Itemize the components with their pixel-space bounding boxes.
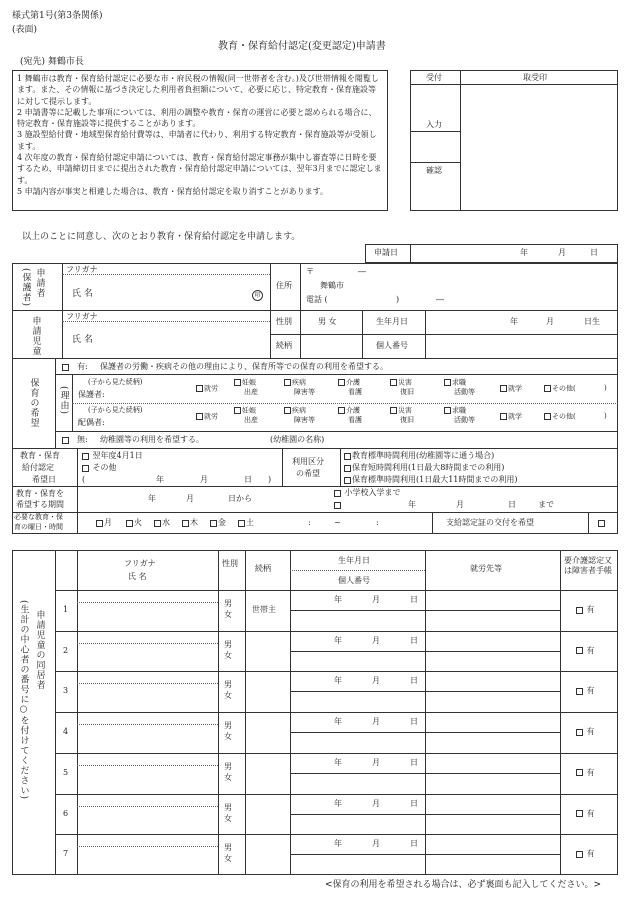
- period-from: 日から: [228, 494, 252, 503]
- h-relation-label: 続柄: [255, 564, 271, 573]
- form-side: (表面): [12, 25, 38, 35]
- certificate-label: 支給認定証の交付を希望: [446, 518, 534, 527]
- start-paren-open: (: [82, 475, 86, 484]
- opt-disaster-checkbox[interactable]: 災害: [390, 407, 412, 415]
- child-id-label: 個人番号: [376, 341, 408, 350]
- h-dob-label: 生年月日: [338, 556, 370, 565]
- period-end-month: 月: [456, 500, 464, 509]
- usage-label1: 利用区分: [292, 457, 324, 466]
- table-row-number: 3: [63, 686, 69, 696]
- start-label2: 給付認定: [22, 463, 54, 472]
- input-label: 入力: [426, 120, 442, 129]
- table-row-dob-month: 月: [372, 635, 380, 645]
- opt-other-close: ): [604, 412, 607, 420]
- apply-date-day: 日: [590, 248, 598, 257]
- day-thu-checkbox[interactable]: 木: [182, 519, 198, 527]
- opt-care-label2: 看護: [348, 388, 362, 396]
- table-row-care-checkbox[interactable]: 有: [576, 647, 595, 655]
- h-care-label: 要介護認定又は障害者手帳: [564, 556, 612, 575]
- start-year: 年: [156, 475, 164, 484]
- hope-no-checkbox[interactable]: [62, 436, 70, 444]
- addressee: (宛先) 舞鶴市長: [20, 57, 84, 67]
- opt-disaster-label2: 復旧: [400, 416, 414, 424]
- table-row-care-checkbox[interactable]: 有: [576, 728, 595, 736]
- opt-job-label2: 活動等: [454, 388, 475, 396]
- opt-job-checkbox[interactable]: 求職: [444, 379, 466, 387]
- address-label: 住所: [276, 281, 292, 290]
- start-label1: 教育・保育: [20, 451, 60, 460]
- table-row-dob-day: 日: [410, 717, 418, 727]
- opt-other-checkbox[interactable]: その他(: [544, 385, 576, 393]
- table-row-dob-month: 月: [372, 595, 380, 604]
- table-row-dob-year: 年: [334, 676, 342, 686]
- table-row-sex[interactable]: 男女: [224, 802, 232, 823]
- child-sex-options[interactable]: 男 女: [318, 317, 337, 326]
- form-number: 様式第1号(第3条関係): [12, 11, 103, 21]
- opt-job-label2: 活動等: [454, 416, 475, 424]
- child-sex-label: 性別: [276, 317, 292, 326]
- h-name-label: 氏 名: [128, 572, 147, 581]
- opt-study-checkbox[interactable]: 就学: [500, 385, 522, 393]
- opt-work-checkbox[interactable]: 就労: [196, 413, 218, 421]
- table-row-dob-year: 年: [334, 635, 342, 645]
- apply-date-year: 年: [520, 248, 528, 257]
- table-row-dob-month: 月: [372, 717, 380, 727]
- reception-box: [410, 70, 618, 211]
- guardian-relation-note: (子から見た続柄): [88, 378, 143, 386]
- table-row-number: 6: [63, 808, 69, 818]
- start-month: 月: [200, 475, 208, 484]
- table-row-care-checkbox[interactable]: 有: [576, 810, 595, 818]
- day-tue-checkbox[interactable]: 火: [126, 519, 142, 527]
- table-row-dob-day: 日: [410, 798, 418, 808]
- period-end-checkbox[interactable]: [334, 501, 342, 509]
- period-year: 年: [148, 494, 156, 503]
- table-row-dob-year: 年: [334, 717, 342, 727]
- table-row-dob-year: 年: [334, 839, 342, 849]
- time-colon-end: :: [376, 518, 379, 527]
- table-row-dob-day: 日: [410, 635, 418, 645]
- table-row-dob-year: 年: [334, 798, 342, 808]
- h-sex-label: 性別: [222, 559, 238, 568]
- hope-yes-text: 保護者の労働・疾病その他の理由により、保育所等での保育の利用を希望する。: [100, 362, 388, 371]
- table-row-sex[interactable]: 男女: [224, 680, 232, 701]
- time-tilde: ~: [334, 518, 341, 527]
- household-side-label: 申請児童の同居者: [34, 610, 45, 690]
- hope-no-label: 無:: [77, 435, 88, 444]
- usage-label2: の希望: [296, 469, 320, 478]
- child-name-label: 氏 名: [72, 335, 93, 345]
- period-end-year: 年: [408, 500, 416, 509]
- phone-dash: ―: [436, 295, 444, 304]
- postal-dash: ―: [358, 267, 366, 276]
- table-row-sex[interactable]: 男女: [224, 843, 232, 864]
- opt-work-checkbox[interactable]: 就労: [196, 385, 218, 393]
- notice-item: 4 次年度の教育・保育給付認定申請については、教育・保育給付認定事務が集中し審査等に日時を要するため、申請締切日までに提出された教育・保育給付認定申請については、翌年3月までに認定します。: [17, 153, 382, 185]
- opt-ill-label2: 障害等: [294, 416, 315, 424]
- table-row-care-checkbox[interactable]: 有: [576, 687, 595, 695]
- start-paren-close: ): [268, 475, 272, 484]
- table-row-care-checkbox[interactable]: 有: [576, 769, 595, 777]
- start-day: 日: [244, 475, 252, 484]
- stamp-label: 取受印: [523, 73, 547, 82]
- phone-close: ): [396, 295, 400, 304]
- h-furigana-label: フリガナ: [124, 559, 156, 568]
- h-id-label: 個人番号: [338, 576, 370, 585]
- days-label1: 必要な教育・保: [14, 513, 63, 521]
- usage-opt1-checkbox[interactable]: 教育標準時間利用(幼稚園等に通う場合): [344, 452, 494, 460]
- opt-preg-label2: 出産: [244, 416, 258, 424]
- h-work-label: 就労先等: [470, 564, 502, 573]
- table-row-care-checkbox[interactable]: 有: [576, 606, 595, 614]
- notice-item: 2 申請書等に記載した事項については、利用の調整や教育・保育の運営に必要と認められる場合に、特定教育・保育施設等に提供することがあります。: [17, 107, 377, 129]
- opt-care-checkbox[interactable]: 介護: [338, 407, 360, 415]
- household-side-sub: (生計の中心者の番号に○を付けてください): [18, 600, 29, 801]
- table-row-dob-month: 月: [372, 798, 380, 808]
- hope-reason-label: (理由): [58, 386, 69, 416]
- agreement-text: 以上のことに同意し、次のとおり教育・保育給付認定を申請します。: [22, 232, 301, 242]
- opt-ill-checkbox[interactable]: 疾病: [284, 407, 306, 415]
- child-relation-label: 続柄: [276, 341, 292, 350]
- notice-box: [12, 70, 388, 211]
- table-row-dob-month: 月: [372, 676, 380, 686]
- notice-item: 1 舞鶴市は教育・保育給付認定に必要な市・府民税の情報(同一世帯者を含む。)及び世帯情報を閲覧します。また、その情報に基づき決定した利用者負担額について、必要に応じ、特定教育・保育施設等に対して提示します。: [17, 74, 379, 106]
- day-wed-checkbox[interactable]: 水: [154, 519, 170, 527]
- notice-item: 3 施設型給付費・地域型保育給付費等は、申請者に代わり、利用する特定教育・保育施設等が受領します。: [17, 130, 377, 151]
- table-row-sex[interactable]: 男女: [224, 599, 232, 619]
- start-label3: 希望日: [32, 475, 56, 484]
- child-furigana-label: フリガナ: [66, 312, 98, 321]
- opt-job-checkbox[interactable]: 求職: [444, 407, 466, 415]
- table-row-dob-day: 日: [410, 839, 418, 849]
- table-row-sex[interactable]: 男女: [224, 721, 232, 742]
- certificate-checkbox[interactable]: [598, 519, 606, 527]
- table-row-relation: 世帯主: [252, 605, 276, 614]
- table-row-number: 4: [63, 727, 69, 737]
- hope-yes-label: 有:: [77, 362, 88, 371]
- postal-mark: 〒: [306, 267, 314, 276]
- period-end-day: 日: [508, 500, 516, 509]
- applicant-label: 申請者: [34, 268, 45, 298]
- period-made: まで: [538, 500, 554, 509]
- period-label1: 教育・保育を: [16, 489, 64, 498]
- table-row-dob-day: 日: [410, 595, 418, 604]
- table-row-dob-day: 日: [410, 757, 418, 767]
- period-label2: 希望する期間: [16, 500, 64, 509]
- time-colon-start: :: [308, 518, 311, 527]
- start-opt1-checkbox[interactable]: 翌年度4月1日: [82, 452, 143, 460]
- child-label: 申請児童: [30, 316, 41, 356]
- opt-disaster-label2: 復旧: [400, 388, 414, 396]
- opt-preg-label2: 出産: [244, 388, 258, 396]
- table-row-number: 1: [63, 605, 69, 614]
- table-row-number: 7: [63, 849, 69, 859]
- check-label: 確認: [426, 166, 442, 175]
- hope-no-text: 幼稚園等の利用を希望する。: [100, 435, 204, 444]
- apply-date-row: [365, 244, 618, 263]
- table-row-sex[interactable]: 男女: [224, 761, 232, 782]
- period-month: 月: [186, 494, 194, 503]
- table-row-care-checkbox[interactable]: 有: [576, 850, 595, 858]
- table-row-dob-year: 年: [334, 757, 342, 767]
- child-dob-year: 年: [510, 317, 518, 326]
- reception-label: 受付: [426, 73, 442, 82]
- guardian-label: 保護者:: [78, 390, 105, 399]
- applicant-furigana-label: フリガナ: [66, 265, 98, 274]
- opt-preg-checkbox[interactable]: 妊娠: [234, 379, 256, 387]
- opt-care-label2: 看護: [348, 416, 362, 424]
- table-row-dob-month: 月: [372, 839, 380, 849]
- spouse-relation-note: (子から見た続柄): [88, 406, 143, 414]
- opt-disaster-checkbox[interactable]: 災害: [390, 379, 412, 387]
- apply-date-label: 申請日: [374, 248, 398, 257]
- day-fri-checkbox[interactable]: 金: [210, 519, 226, 527]
- start-opt2-checkbox[interactable]: その他: [82, 464, 117, 472]
- page-title: 教育・保育給付認定(変更認定)申請書: [218, 41, 386, 52]
- phone-label: 電話 (: [306, 295, 328, 304]
- table-row-number: 5: [63, 767, 69, 777]
- until-school-checkbox[interactable]: 小学校入学まで: [334, 489, 401, 497]
- child-dob-label: 生年月日: [376, 317, 408, 326]
- day-mon-checkbox[interactable]: 月: [96, 519, 112, 527]
- table-row-dob-year: 年: [334, 595, 342, 604]
- seal-mark: 印: [252, 290, 263, 301]
- opt-ill-checkbox[interactable]: 疾病: [284, 379, 306, 387]
- opt-other-checkbox[interactable]: その他(: [544, 413, 576, 421]
- spouse-label: 配偶者:: [78, 418, 105, 427]
- usage-opt3-checkbox[interactable]: 保育標準時間利用(1日最大11時間までの利用): [344, 476, 518, 484]
- notice-item: 5 申請内容が事実と相違した場合は、教育・保育給付認定を取り消すことがあります。: [17, 186, 328, 196]
- child-dob-month: 月: [546, 317, 554, 326]
- kindergarten-name-label: (幼稚園の名称): [270, 435, 325, 444]
- opt-preg-checkbox[interactable]: 妊娠: [234, 407, 256, 415]
- child-dob-day: 日生: [584, 317, 600, 326]
- opt-ill-label2: 障害等: [294, 388, 315, 396]
- opt-study-checkbox[interactable]: 就学: [500, 413, 522, 421]
- applicant-label-sub: (保護者): [20, 268, 31, 308]
- usage-opt2-checkbox[interactable]: 保育短時間利用(1日最大8時間までの利用): [344, 464, 504, 472]
- table-row-sex[interactable]: 男女: [224, 639, 232, 660]
- table-row-dob-day: 日: [410, 676, 418, 686]
- footer-note: <保育の利用を希望される場合は、必ず裏面も記入してください。>: [325, 880, 602, 890]
- days-label2: 育の曜日・時間: [14, 523, 63, 531]
- table-row-number: 2: [63, 645, 69, 655]
- apply-date-month: 月: [558, 248, 566, 257]
- table-row-dob-month: 月: [372, 757, 380, 767]
- opt-other-close: ): [604, 384, 607, 392]
- day-sat-checkbox[interactable]: 土: [238, 519, 254, 527]
- applicant-name-label: 氏 名: [72, 289, 93, 299]
- address-city: 舞鶴市: [320, 281, 344, 290]
- hope-label: 保育の希望: [28, 378, 39, 428]
- hope-yes-checkbox[interactable]: [62, 363, 70, 371]
- opt-care-checkbox[interactable]: 介護: [338, 379, 360, 387]
